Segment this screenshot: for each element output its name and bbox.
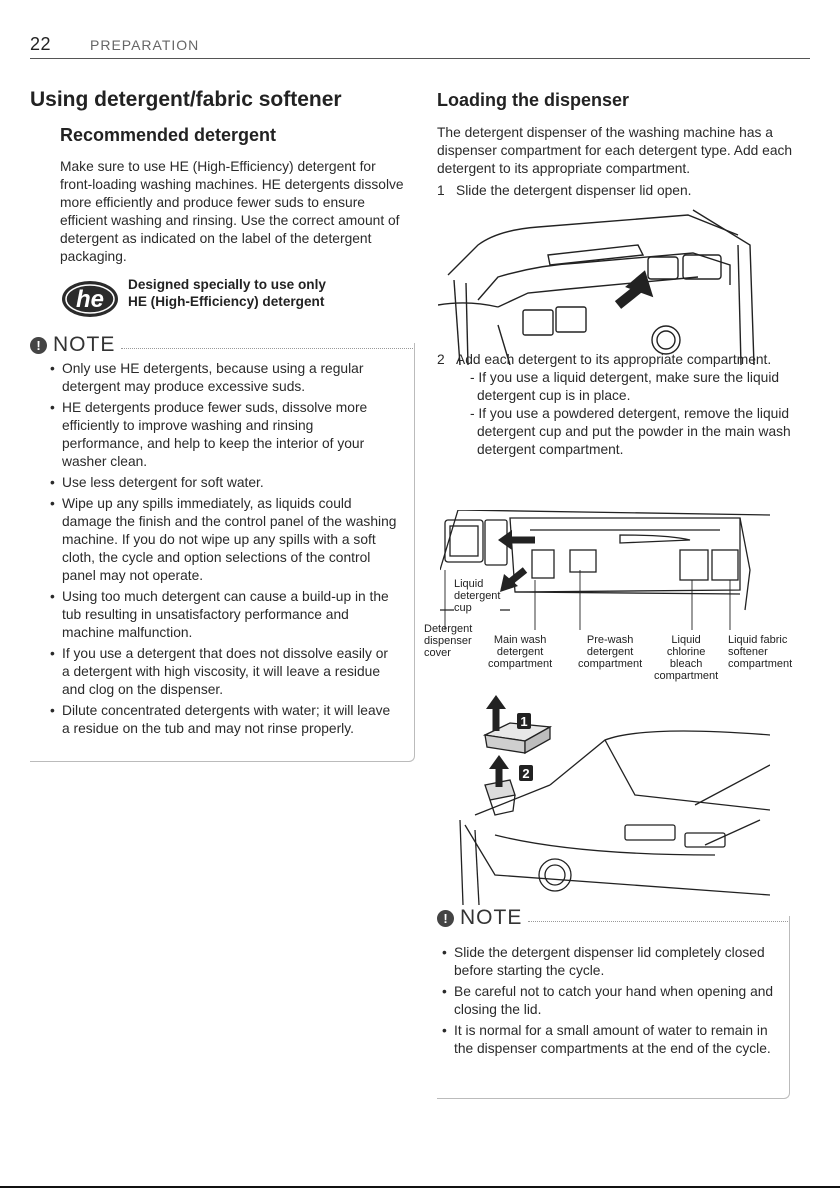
list-item: • Dilute concentrated detergents with water; it will leave a residue on the tub and may not rinse properly. (48, 702, 398, 738)
page-title: Using detergent/fabric softener (30, 88, 342, 111)
step-main-text: Add each detergent to its appropriate compartment. (456, 352, 772, 367)
list-item: • Use less detergent for soft water. (48, 474, 398, 492)
he-logo-text: he (75, 286, 105, 313)
callout-liquid-cup (454, 578, 500, 614)
step-badge-2: 2 (522, 766, 530, 781)
dispenser-intro: The detergent dispenser of the washing machine has a dispenser compartment for each detergent type. Add each detergent to its appropriate compartment. (437, 125, 793, 176)
callout-line: cup (454, 602, 472, 614)
section-subtitle: Recommended detergent (60, 125, 277, 145)
callout-line: dispenser (424, 635, 472, 647)
callout-line: Main wash (493, 634, 547, 646)
step-2 (437, 351, 807, 459)
callout-line: Liquid fabric (728, 634, 788, 646)
callout-line: detergent (496, 646, 544, 658)
warning-icon: ! (30, 337, 47, 354)
callout-line: compartment (654, 670, 719, 682)
he-logo-icon (60, 278, 120, 320)
list-item: • Using too much detergent can cause a build-up in the tub resulting in unsatisfactory performance and machine malfunction. (48, 588, 398, 642)
list-item: • Be careful not to catch your hand when opening and closing the lid. (440, 983, 785, 1019)
warning-icon: ! (437, 910, 454, 927)
he-caption-line2: HE (High-Efficiency) detergent (128, 294, 325, 309)
callout-line: compartment (578, 658, 643, 670)
callout-line: compartment (728, 658, 793, 670)
callout-line: chlorine (666, 646, 706, 658)
step-number: 1 (437, 183, 445, 198)
callout-line: bleach (669, 658, 703, 670)
callout-line: Liquid (671, 634, 701, 646)
callout-line: Detergent (424, 623, 473, 635)
list-item: • Wipe up any spills immediately, as liquids could damage the finish and the control panel of the washing machine. If you do not wipe up any spills with a soft cloth, the cycle and option selections of the control panel may not operate. (48, 495, 398, 585)
section-label: PREPARATION (90, 37, 200, 53)
list-item: • Slide the detergent dispenser lid completely closed before starting the cycle. (440, 944, 785, 980)
dispenser-open-illustration (438, 205, 770, 365)
note-label: NOTE (53, 333, 116, 356)
callout-line: compartment (488, 658, 553, 670)
callout-line: Pre-wash (586, 634, 634, 646)
he-caption (128, 276, 326, 310)
callout-line: Liquid (454, 578, 484, 590)
callout-line: softener (728, 646, 768, 658)
step-text: Slide the detergent dispenser lid open. (456, 183, 692, 198)
list-item: • Only use HE detergents, because using a regular detergent may produce excessive suds. (48, 360, 398, 396)
callout-main-wash (488, 634, 552, 670)
callout-line: cover (424, 647, 451, 659)
note-label: NOTE (460, 906, 523, 929)
list-item: • HE detergents produce fewer suds, dissolve more efficiently to improve washing and rinsing performance, and help to keep the interior of your washer clean. (48, 399, 398, 471)
header-divider (30, 58, 810, 59)
intro-paragraph: Make sure to use HE (High-Efficiency) detergent for front-loading washing machines. HE detergents dissolve more efficiently and produce fewer suds to ensure efficient washing and rinsing. Use the correct amount of detergent as indicated on the label of the detergent packaging. (60, 159, 404, 264)
dispenser-title: Loading the dispenser (437, 90, 630, 110)
footer-rule (0, 1186, 840, 1188)
step-1 (437, 182, 807, 200)
note-list (48, 360, 398, 741)
list-item: • If you use a detergent that does not dissolve easily or a detergent with high viscosity, it will leave a residue and clog on the dispenser. (48, 645, 398, 699)
step-badge-1: 1 (520, 714, 528, 729)
remove-cup-illustration (455, 695, 770, 905)
callout-bleach (654, 634, 718, 682)
callout-dispenser-cover (424, 623, 472, 659)
he-caption-line1: Designed specially to use only (128, 277, 326, 292)
page-number: 22 (30, 34, 52, 54)
list-item: • It is normal for a small amount of water to remain in the dispenser compartments at the end of the cycle. (440, 1022, 785, 1058)
note-list (440, 944, 785, 1061)
callout-pre-wash (578, 634, 642, 670)
step-number: 2 (437, 352, 445, 367)
callout-line: detergent (586, 646, 634, 658)
step-text (456, 351, 807, 459)
callout-line: detergent (454, 590, 501, 602)
callout-softener (728, 634, 792, 670)
step-substep: - If you use a liquid detergent, make sure the liquid detergent cup is in place. (470, 370, 780, 403)
step-substep: - If you use a powdered detergent, remove the liquid detergent cup and put the powder in the main wash detergent compartment. (470, 406, 791, 457)
